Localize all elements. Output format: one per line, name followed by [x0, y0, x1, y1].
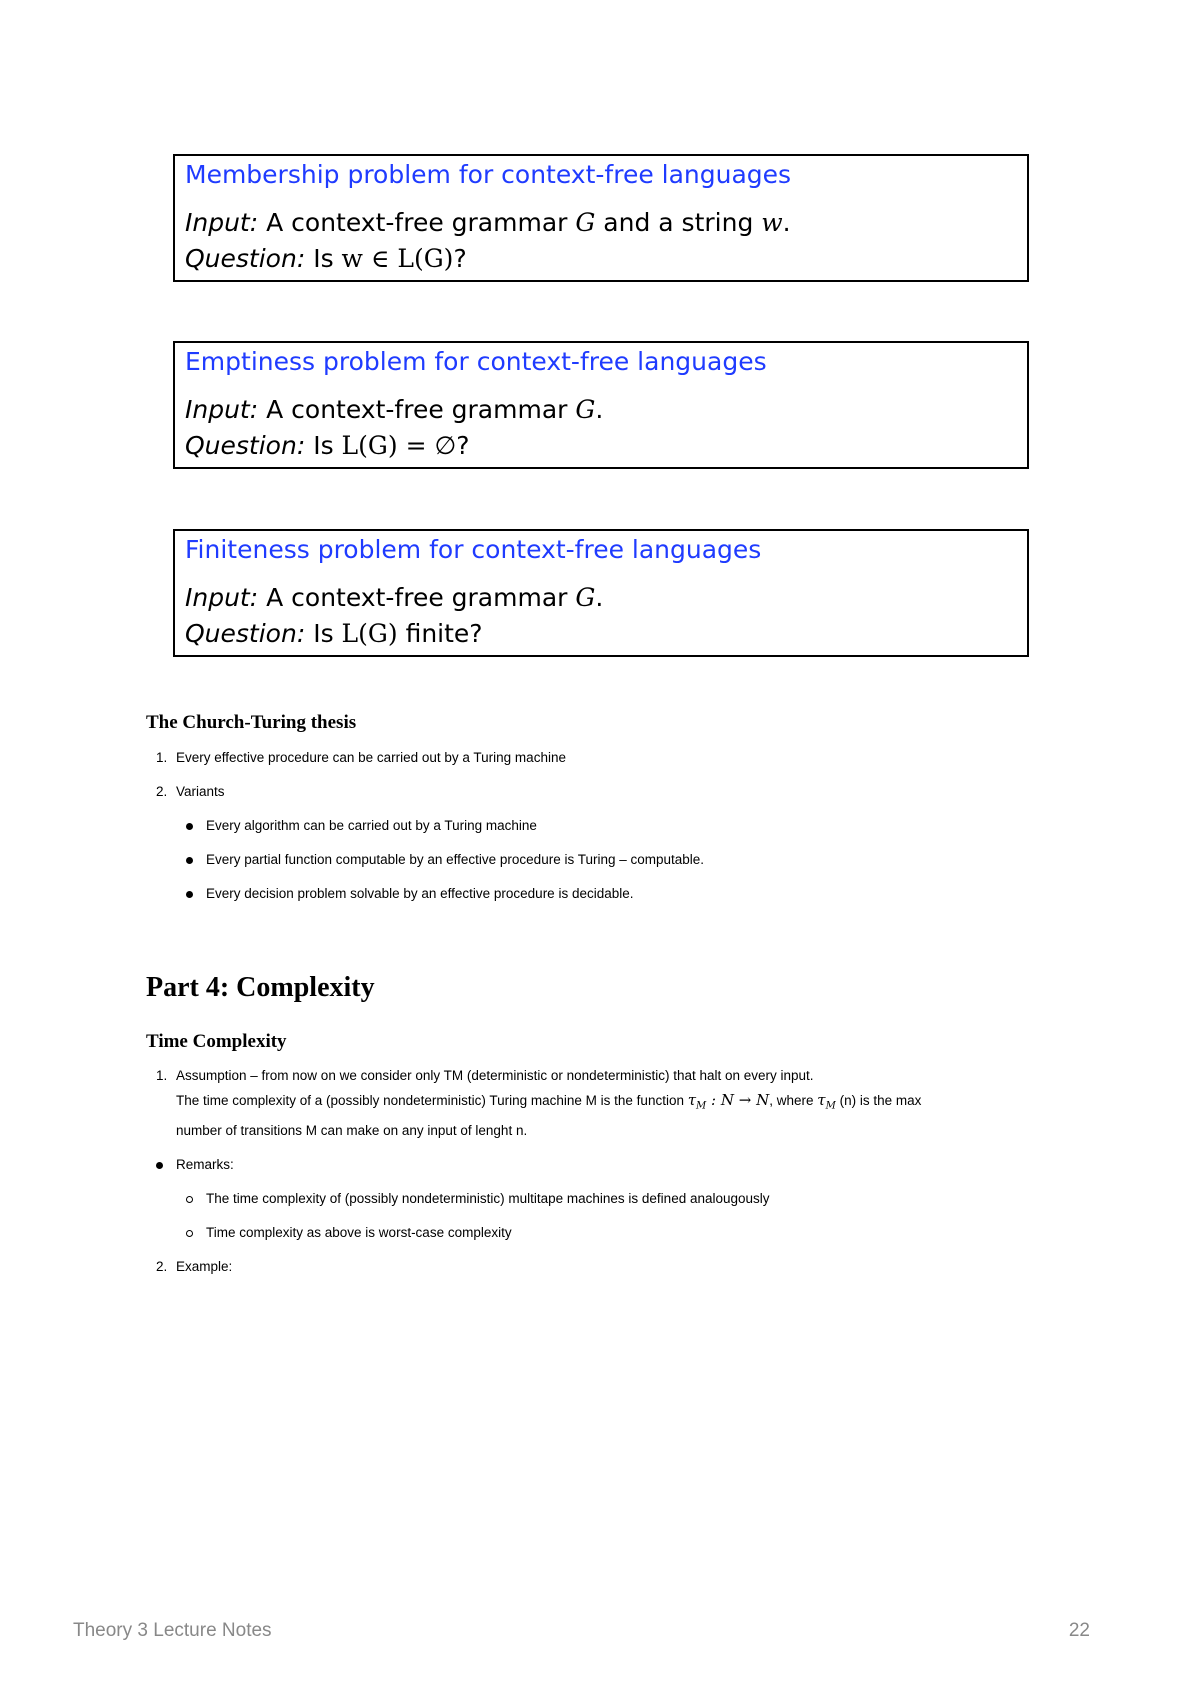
input-text: A context-free grammar	[258, 395, 576, 424]
input-var: G	[575, 395, 596, 424]
list-item-text: Variants	[176, 784, 225, 799]
box-input-line	[185, 205, 1017, 241]
remark-text: Time complexity as above is worst-case complexity	[206, 1224, 512, 1240]
input-text: A context-free grammar	[258, 208, 576, 237]
box-title: Finiteness problem for context-free languages	[185, 535, 762, 564]
time-complexity-heading: Time Complexity	[146, 1031, 287, 1052]
remark-item	[176, 1221, 1046, 1245]
variant-item	[176, 814, 1046, 838]
list-number: 1.	[156, 750, 168, 765]
church-turing-heading: The Church-Turing thesis	[146, 712, 357, 733]
box-title: Emptiness problem for context-free languages	[185, 347, 767, 376]
question-post: finite?	[397, 619, 483, 648]
list-item-text: Every effective procedure can be carried out by a Turing machine	[176, 750, 566, 765]
input-text: A context-free grammar	[258, 583, 576, 612]
question-math: L(G) = ∅	[341, 431, 457, 460]
emptiness-problem-box	[173, 341, 1029, 469]
list-item	[146, 780, 1046, 804]
bullet-icon	[186, 857, 193, 864]
list-item-text: (n) is the max	[835, 1093, 922, 1108]
tau-symbol: τ	[817, 1091, 826, 1109]
question-post: ?	[456, 431, 470, 460]
remarks-sublist	[146, 1187, 1046, 1245]
list-item	[146, 746, 1046, 770]
question-label: Question:	[185, 244, 306, 273]
circle-bullet-icon	[186, 1196, 193, 1203]
list-item-text: The time complexity of a (possibly nondeterministic) Turing machine M is the function	[176, 1093, 688, 1108]
input-var: G	[575, 583, 596, 612]
time-complexity-list	[146, 1064, 1046, 1279]
bullet-icon	[156, 1162, 163, 1169]
box-title: Membership problem for context-free languages	[185, 160, 792, 189]
list-number: 1.	[156, 1068, 168, 1083]
part4-heading: Part 4: Complexity	[146, 972, 375, 1003]
membership-problem-box	[173, 154, 1029, 282]
finiteness-problem-box	[173, 529, 1029, 657]
list-item-text: number of transitions M can make on any input of lenght n.	[176, 1122, 528, 1138]
variants-sublist	[146, 814, 1046, 906]
tau-subscript: M	[825, 1100, 836, 1112]
variant-item	[176, 882, 1046, 906]
remarks-item	[146, 1153, 1046, 1177]
question-pre: Is	[305, 431, 342, 460]
input-end: .	[782, 208, 791, 237]
list-number: 2.	[156, 784, 168, 799]
box-input-line	[185, 580, 1017, 616]
input-label: Input:	[185, 583, 259, 612]
church-turing-list	[146, 746, 1046, 906]
remarks-label: Remarks:	[176, 1156, 234, 1172]
list-item	[146, 1255, 1046, 1279]
question-math: L(G)	[341, 619, 398, 648]
list-item	[146, 1064, 1046, 1143]
box-question-line	[185, 241, 1017, 277]
function-signature: : N → N	[706, 1091, 770, 1109]
box-input-line	[185, 392, 1017, 428]
input-label: Input:	[185, 208, 259, 237]
bullet-icon	[186, 891, 193, 898]
box-question-line	[185, 428, 1017, 464]
variant-text: Every decision problem solvable by an effective procedure is decidable.	[206, 886, 634, 901]
list-item-text: , where	[769, 1093, 818, 1108]
question-math: w ∈ L(G)	[341, 244, 454, 273]
list-item-text: Assumption – from now on we consider only TM (deterministic or nondeterministic) that halt on every input.	[176, 1068, 814, 1083]
input-text: and a string	[595, 208, 762, 237]
remark-item	[176, 1187, 1046, 1211]
footer-title: Theory 3 Lecture Notes	[73, 1620, 272, 1641]
question-pre: Is	[305, 619, 342, 648]
input-end: .	[595, 395, 604, 424]
tau-subscript: M	[696, 1100, 707, 1112]
input-label: Input:	[185, 395, 259, 424]
question-label: Question:	[185, 431, 306, 460]
list-number: 2.	[156, 1258, 168, 1274]
input-var: G	[575, 208, 596, 237]
bullet-icon	[186, 823, 193, 830]
question-pre: Is	[305, 244, 342, 273]
list-item-text: Example:	[176, 1258, 233, 1274]
variant-text: Every algorithm can be carried out by a Turing machine	[206, 818, 537, 833]
input-var: w	[761, 208, 783, 237]
variant-item	[176, 848, 1046, 872]
tau-symbol: τ	[687, 1091, 697, 1109]
question-label: Question:	[185, 619, 306, 648]
page-number: 22	[1068, 1620, 1090, 1641]
remark-text: The time complexity of (possibly nondeterministic) multitape machines is defined analougously	[206, 1190, 770, 1206]
question-post: ?	[453, 244, 467, 273]
input-end: .	[595, 583, 604, 612]
box-question-line	[185, 616, 1017, 652]
variant-text: Every partial function computable by an effective procedure is Turing – computable.	[206, 852, 705, 867]
circle-bullet-icon	[186, 1230, 193, 1237]
